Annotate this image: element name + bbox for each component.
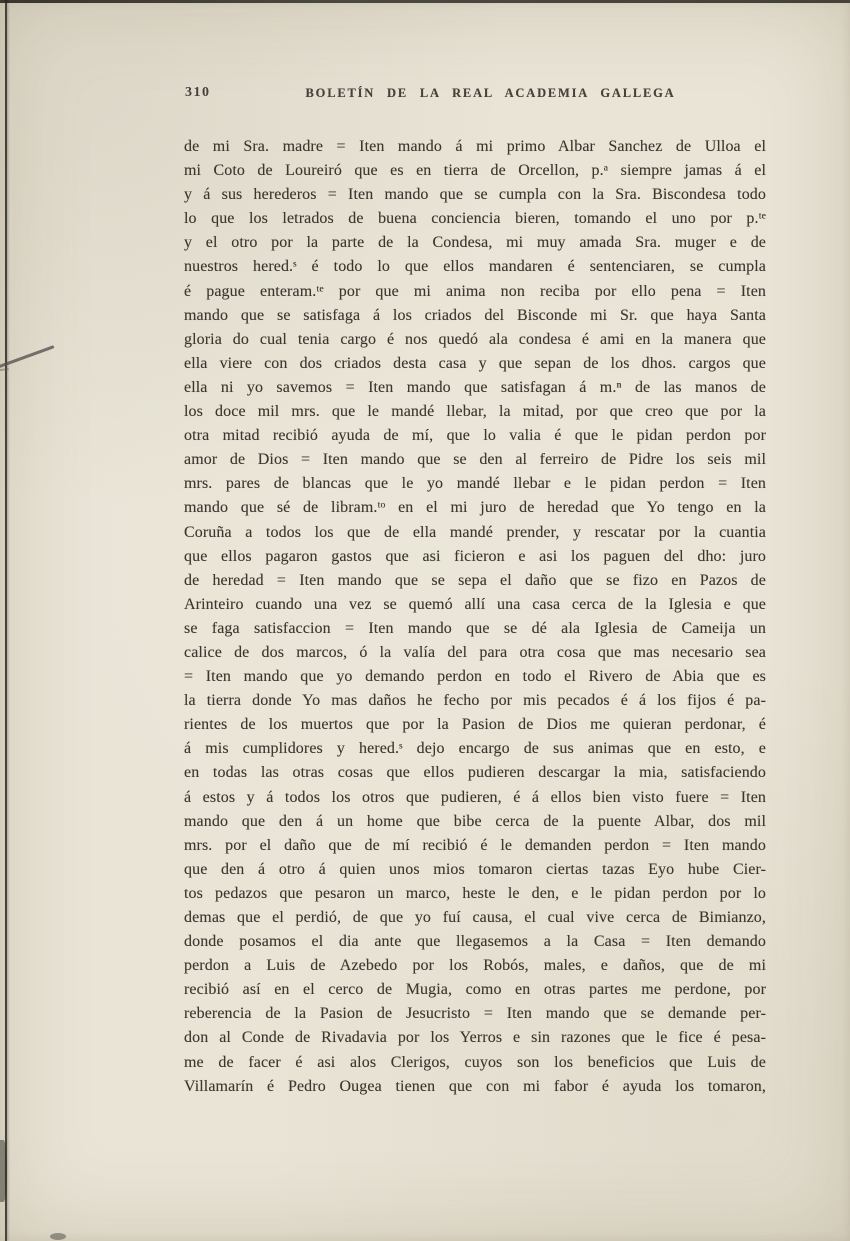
scan-smudge-bottom-left (0, 1140, 7, 1202)
text-line: los doce mil mrs. que le mandé llebar, la mitad, por que creo que por la (184, 403, 766, 421)
text-line: mrs. por el daño que de mí recibió é le demanden perdon = Iten mando (184, 836, 766, 854)
text-line: se faga satisfaccion = Iten mando que se dé ala Iglesia de Cameija un (184, 619, 766, 637)
text-line: en todas las otras cosas que ellos pudieren descargar la mia, satisfaciendo (184, 764, 766, 782)
text-line: recibió así en el cerco de Mugia, como en otras partes me perdone, por (184, 981, 766, 999)
text-line: á mis cumplidores y hered.ˢ dejo encargo de sus animas que en esto, e (184, 740, 766, 758)
scan-edge-top (0, 0, 850, 3)
text-line: reberencia de la Pasion de Jesucristo = Iten mando que se demande per- (184, 1005, 766, 1023)
running-header (185, 85, 766, 105)
text-line: mando que den á un home que bibe cerca de la puente Albar, dos mil (184, 812, 766, 830)
text-line: calice de dos marcos, ó la valía del para otra cosa que mas necesario sea (184, 643, 766, 661)
text-line: de heredad = Iten mando que se sepa el daño que se fizo en Pazos de (184, 571, 766, 589)
text-line: rientes de los muertos que por la Pasion de Dios me quieran perdonar, é (184, 716, 766, 734)
text-line: de mi Sra. madre = Iten mando á mi primo Albar Sanchez de Ulloa el (184, 138, 766, 155)
text-line: mrs. pares de blancas que le yo mandé llebar e le pidan perdon = Iten (184, 475, 766, 493)
journal-title: BOLETÍN DE LA REAL ACADEMIA GALLEGA (305, 86, 676, 100)
text-line: don al Conde de Rivadavia por los Yerros e sin razones que le fice é pesa- (184, 1029, 766, 1047)
text-line: mando que sé de libram.ᵗᵒ en el mi juro de heredad que Yo tengo en la (184, 499, 766, 517)
text-line: nuestros hered.ˢ é todo lo que ellos mandaren é sentenciaren, se cumpla (184, 258, 766, 276)
text-line: Arinteiro cuando una vez se quemó allí una casa cerca de la Iglesia e que (184, 595, 766, 613)
margin-pen-mark (0, 345, 55, 370)
text-line: perdon a Luis de Azebedo por los Robós, males, e daños, que de mi (184, 957, 766, 975)
text-line: ella ni yo savemos = Iten mando que satisfagan á m.ⁿ de las manos de (184, 378, 766, 396)
text-line: á estos y á todos los otros que pudieren, é á ellos bien visto fuere = Iten (184, 788, 766, 806)
text-line: que ellos pagaron gastos que asi ficieron e asi los paguen del dho: juro (184, 547, 766, 565)
page-number: 310 (185, 85, 211, 100)
text-line: tos pedazos que pesaron un marco, heste le den, e le pidan perdon por lo (184, 884, 766, 902)
text-line: Villamarín é Pedro Ougea tienen que con mi fabor é ayuda los tomaron, (184, 1077, 766, 1095)
text-line: amor de Dios = Iten mando que se den al ferreiro de Pidre los seis mil (184, 451, 766, 469)
body-text-block (184, 135, 766, 1099)
text-line: la tierra donde Yo mas daños he fecho por mis pecados é á los fijos é pa- (184, 692, 766, 710)
text-line: é pague enteram.ᵗᵉ por que mi anima non reciba por ello pena = Iten (184, 282, 766, 300)
text-line: Coruña a todos los que de ella mandé prender, y rescatar por la cuantia (184, 523, 766, 541)
text-line: y á sus herederos = Iten mando que se cumpla con la Sra. Biscondesa todo (184, 186, 766, 204)
text-line: ella viere con dos criados desta casa y que sepan de los dhos. cargos que (184, 354, 766, 372)
text-line: me de facer é asi alos Clerigos, cuyos son los beneficios que Luis de (184, 1053, 766, 1071)
scan-smudge-bottom (50, 1233, 66, 1240)
text-line: mando que se satisfaga á los criados del Bisconde mi Sr. que haya Santa (184, 306, 766, 324)
text-line: donde posamos el dia ante que llegasemos a la Casa = Iten demando (184, 933, 766, 951)
text-line: mi Coto de Loureiró que es en tierra de Orcellon, p.ᵃ siempre jamas á el (184, 162, 766, 180)
text-line: lo que los letrados de buena conciencia bieren, tomando el uno por p.ᵗᵉ (184, 210, 766, 228)
text-line: que den á otro á quien unos mios tomaron ciertas tazas Eyo hube Cier- (184, 860, 766, 878)
scan-edge-left (5, 0, 7, 1241)
text-line: = Iten mando que yo demando perdon en todo el Rivero de Abia que es (184, 668, 766, 686)
text-line: y el otro por la parte de la Condesa, mi muy amada Sra. muger e de (184, 234, 766, 252)
text-line: demas que el perdió, de que yo fuí causa, el cual vive cerca de Bimianzo, (184, 909, 766, 926)
text-line: gloria do cual tenia cargo é nos quedó ala condesa é ami en la manera que (184, 330, 766, 348)
text-line: otra mitad recibió ayuda de mí, que lo valia é que le pidan perdon por (184, 427, 766, 445)
